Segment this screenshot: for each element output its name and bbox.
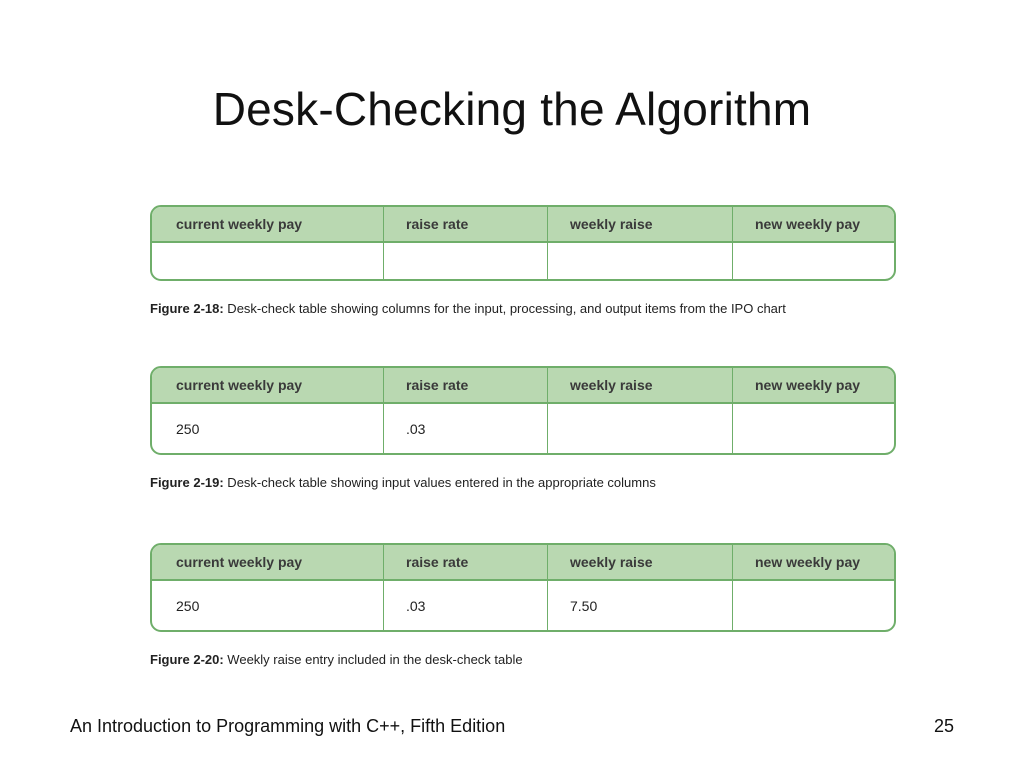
figure-caption bbox=[150, 475, 894, 490]
figure-caption bbox=[150, 301, 894, 316]
table-row bbox=[152, 581, 894, 630]
column-header-new-weekly-pay: new weekly pay bbox=[755, 554, 861, 570]
desk-check-table bbox=[150, 543, 896, 632]
cell-raise-rate bbox=[384, 243, 548, 279]
slide-page-number: 25 bbox=[933, 716, 954, 736]
desk-check-table bbox=[150, 366, 896, 455]
column-header-raise-rate: raise rate bbox=[384, 545, 548, 579]
slide-title: Desk-Checking the Algorithm bbox=[212, 83, 812, 135]
column-header-raise-rate: raise rate bbox=[384, 207, 548, 241]
cell-new-weekly-pay bbox=[733, 404, 894, 453]
column-header-current-weekly-pay: current weekly pay bbox=[152, 545, 384, 579]
cell-weekly-raise bbox=[548, 404, 733, 453]
figure-caption-text: Desk-check table showing input values entered in the appropriate columns bbox=[223, 475, 656, 490]
cell-new-weekly-pay bbox=[733, 243, 894, 279]
cell-weekly-raise: 7.50 bbox=[548, 581, 733, 630]
cell-current-weekly-pay: 250 bbox=[152, 581, 384, 630]
cell-new-weekly-pay bbox=[733, 581, 894, 630]
column-header-current-weekly-pay: current weekly pay bbox=[152, 368, 384, 402]
column-header-raise-rate: raise rate bbox=[384, 368, 548, 402]
figure-caption-text: Desk-check table showing columns for the input, processing, and output items from the IPO chart bbox=[223, 301, 786, 316]
table-header-row bbox=[152, 368, 894, 404]
column-header-new-weekly-pay: new weekly pay bbox=[755, 377, 861, 393]
figure-caption-text: Weekly raise entry included in the desk-check table bbox=[223, 652, 523, 667]
figure-label: Figure 2-18: bbox=[150, 301, 224, 316]
figure-2-18 bbox=[150, 205, 894, 316]
figure-2-19 bbox=[150, 366, 894, 490]
table-header-row bbox=[152, 207, 894, 243]
cell-raise-rate: .03 bbox=[384, 404, 548, 453]
figure-2-20 bbox=[150, 543, 894, 667]
cell-raise-rate: .03 bbox=[384, 581, 548, 630]
column-header-new-weekly-pay: new weekly pay bbox=[755, 216, 861, 232]
figure-caption bbox=[150, 652, 894, 667]
table-row bbox=[152, 243, 894, 279]
figure-label: Figure 2-20: bbox=[150, 652, 224, 667]
column-header-weekly-raise: weekly raise bbox=[548, 368, 733, 402]
cell-current-weekly-pay: 250 bbox=[152, 404, 384, 453]
desk-check-table bbox=[150, 205, 896, 281]
column-header-weekly-raise: weekly raise bbox=[548, 545, 733, 579]
table-row bbox=[152, 404, 894, 453]
column-header-current-weekly-pay: current weekly pay bbox=[152, 207, 384, 241]
figure-label: Figure 2-19: bbox=[150, 475, 224, 490]
cell-weekly-raise bbox=[548, 243, 733, 279]
column-header-weekly-raise: weekly raise bbox=[548, 207, 733, 241]
footer-book-title: An Introduction to Programming with C++, Fifth Edition bbox=[70, 716, 506, 736]
cell-current-weekly-pay bbox=[152, 243, 384, 279]
table-header-row bbox=[152, 545, 894, 581]
